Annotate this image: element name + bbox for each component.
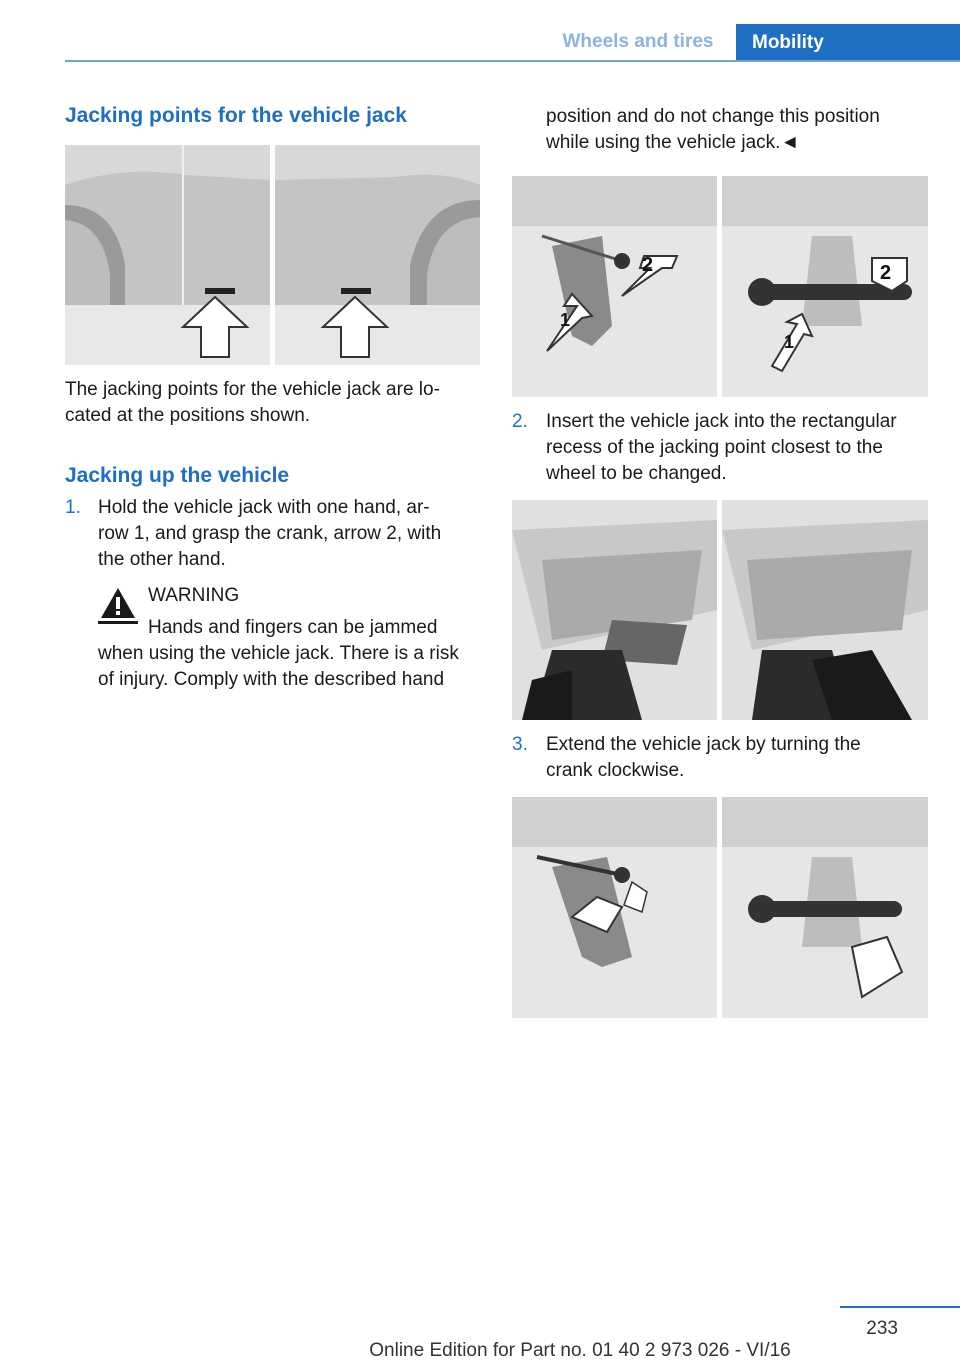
step2-line3: wheel to be changed.	[546, 463, 727, 484]
header-rule	[65, 60, 960, 62]
heading-jacking-points: Jacking points for the vehicle jack	[65, 104, 407, 127]
step1-number: 1.	[65, 497, 81, 518]
figure-hold-jack	[512, 176, 928, 397]
figure-label-1b: 1	[784, 332, 795, 352]
heading-jacking-up: Jacking up the vehicle	[65, 464, 290, 487]
step1-line3: the other hand.	[98, 549, 226, 570]
step2-line2: recess of the jacking point closest to the	[546, 437, 883, 458]
warning-line3: of injury. Comply with the described hand	[98, 669, 445, 690]
figure-label-1a: 1	[560, 310, 571, 330]
warning-icon	[98, 584, 138, 624]
figure-extend-jack	[512, 797, 928, 1018]
header-section-tab[interactable]: Wheels and tires	[540, 24, 736, 60]
warning-line2: when using the vehicle jack. There is a risk	[98, 643, 459, 664]
footer-edition	[0, 1340, 960, 1362]
continued-line2: while using the vehicle jack.◄	[546, 132, 800, 153]
footer-edition-text: Online Edition for Part no. 01 40 2 973 026 - VI/16	[369, 1340, 791, 1361]
step3-line2: crank clockwise.	[546, 760, 685, 781]
figure-insert-jack	[512, 500, 928, 720]
warning-title: WARNING	[148, 585, 240, 606]
step2-line1: Insert the vehicle jack into the rectangular	[546, 411, 897, 432]
continued-line1: position and do not change this position	[546, 106, 880, 127]
figure-label-2a: 2	[642, 254, 654, 276]
footer-rule	[840, 1306, 960, 1308]
step3-number: 3.	[512, 734, 528, 755]
paragraph-jacking-points-line2: cated at the positions shown.	[65, 405, 311, 426]
figure-label-2b: 2	[880, 262, 892, 284]
step3-line1: Extend the vehicle jack by turning the	[546, 734, 861, 755]
paragraph-jacking-points-line1: The jacking points for the vehicle jack are lo‐	[65, 379, 440, 400]
page-number: 233	[866, 1318, 898, 1339]
figure-jacking-points	[65, 145, 480, 365]
warning-line1: Hands and fingers can be jammed	[148, 617, 438, 638]
header-chapter-tab[interactable]: Mobility	[736, 24, 960, 62]
step1-line1: Hold the vehicle jack with one hand, ar‐	[98, 497, 430, 518]
step2-number: 2.	[512, 411, 528, 432]
step1-line2: row 1, and grasp the crank, arrow 2, with	[98, 523, 442, 544]
